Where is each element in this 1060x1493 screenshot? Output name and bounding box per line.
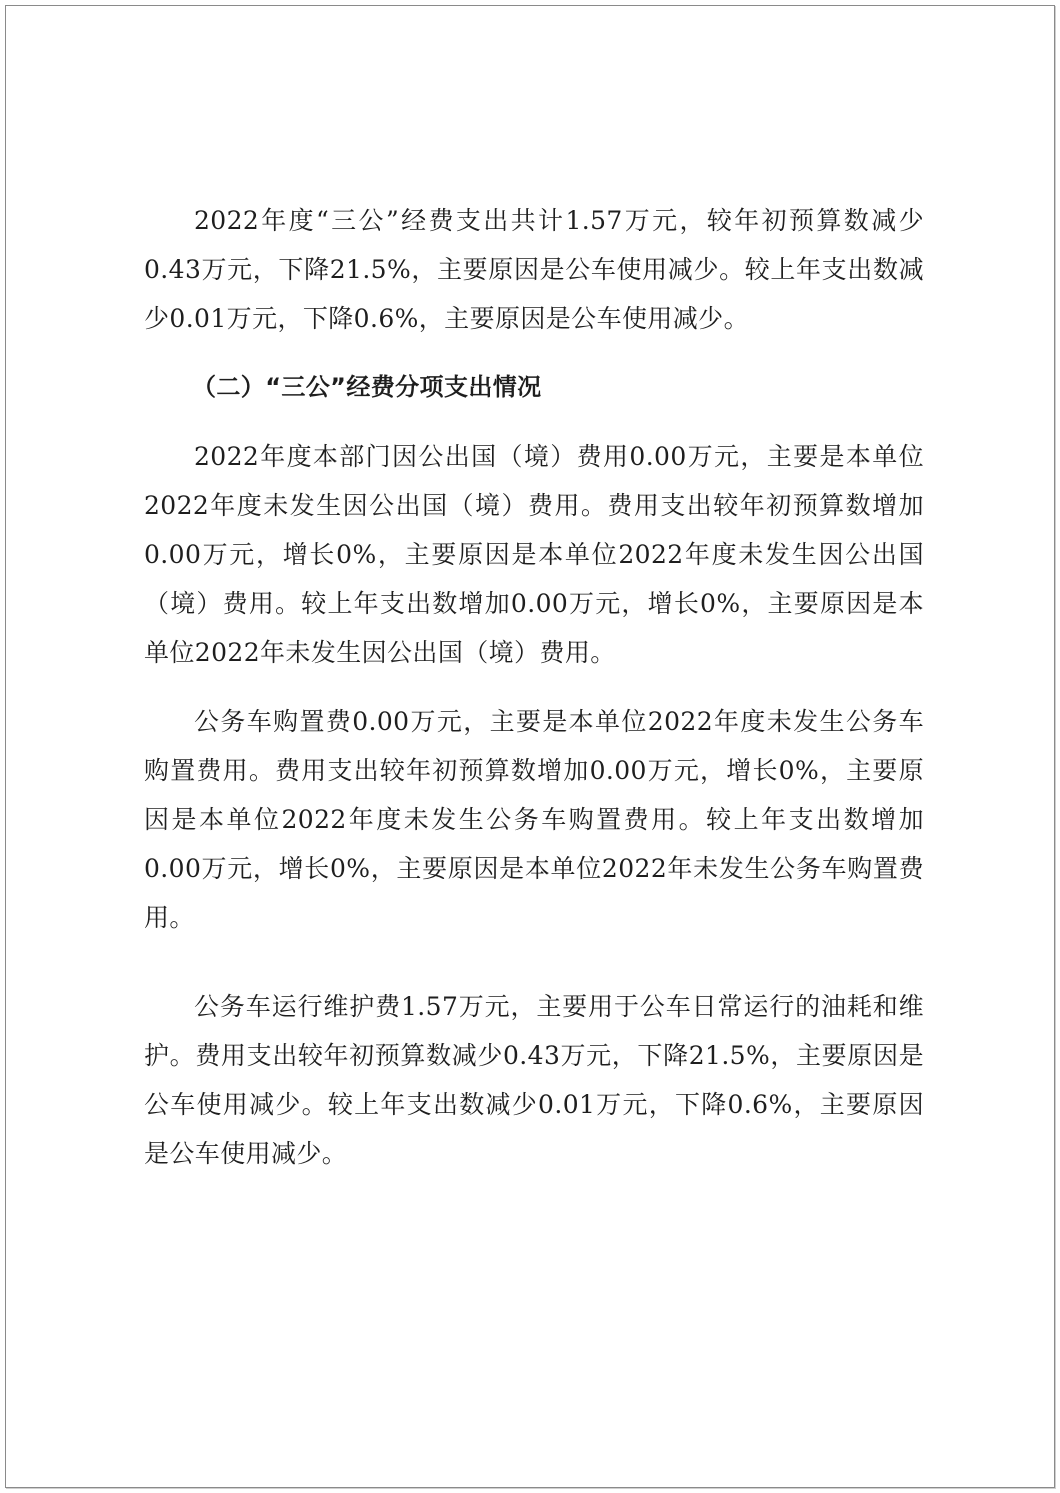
document-body: [144, 196, 924, 1178]
paragraph-vehicle-operation: 公务车运行维护费1.57万元，主要用于公车日常运行的油耗和维护。费用支出较年初预算数减少0.43万元，下降21.5%，主要原因是公车使用减少。较上年支出数减少0.01万元，下降0.6%，主要原因是公车使用减少。: [144, 992, 924, 1168]
section-heading: （二）“三公”经费分项支出情况: [192, 373, 542, 401]
paragraph-overseas-travel: 2022年度本部门因公出国（境）费用0.00万元，主要是本单位2022年度未发生因公出国（境）费用。费用支出较年初预算数增加0.00万元，增长0%，主要原因是本单位2022年度未发生因公出国（境）费用。较上年支出数增加0.00万元，增长0%，主要原因是本单位2022年未发生因公出国（境）费用。: [144, 442, 924, 667]
paragraph-total-expenditure: 2022年度“三公”经费支出共计1.57万元，较年初预算数减少0.43万元，下降21.5%，主要原因是公车使用减少。较上年支出数减少0.01万元，下降0.6%，主要原因是公车使用减少。: [144, 206, 924, 333]
paragraph-vehicle-purchase: 公务车购置费0.00万元，主要是本单位2022年度未发生公务车购置费用。费用支出较年初预算数增加0.00万元，增长0%，主要原因是本单位2022年度未发生公务车购置费用。较上年支出数增加0.00万元，增长0%，主要原因是本单位2022年未发生公务车购置费用。: [144, 707, 924, 932]
